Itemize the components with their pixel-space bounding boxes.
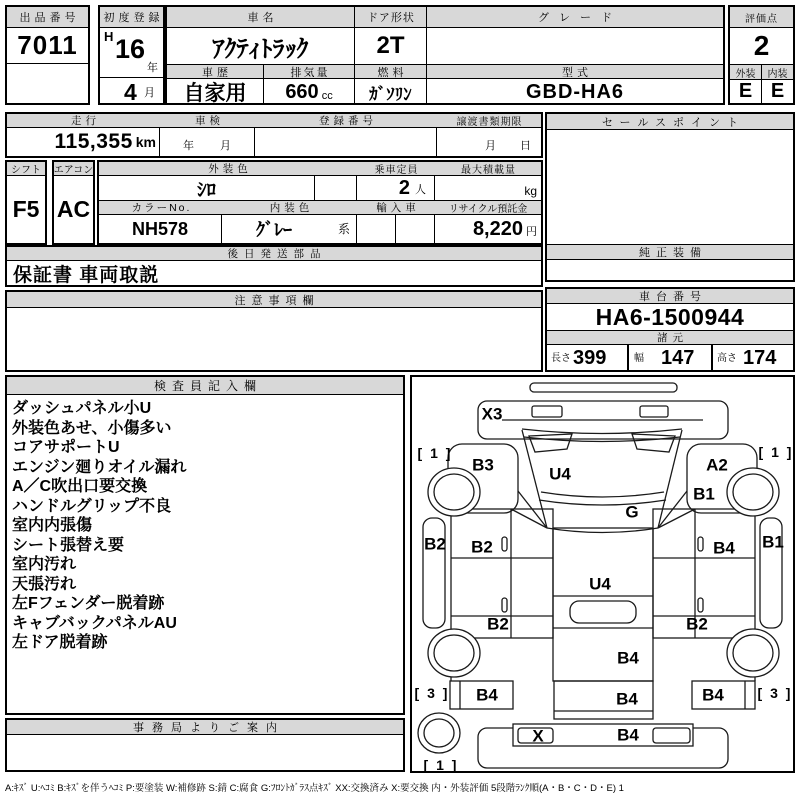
damage-code-label: B4 [616,689,638,709]
first-registration-box [98,5,165,105]
chassis-number-header: 車台番号 [547,289,793,304]
vehicle-main-box [165,5,725,105]
shaken-header: 車検 [160,114,255,128]
capacity-cell [357,176,435,201]
genuine-equipment-header: 純正装備 [547,244,793,260]
recycle-unit: 円 [526,226,537,238]
score-value: 2 [730,28,793,65]
damage-code-label: B4 [476,685,498,705]
year-unit: 年 [147,62,158,74]
exterior-header: 外装 [730,65,762,80]
exterior-score: E [730,80,762,103]
damage-code-label: A2 [706,455,728,475]
registration-number-cell [255,128,437,156]
mileage-band [5,112,543,158]
office-header: 事務局よりご案内 [7,720,403,735]
capacity-unit: 人 [415,184,426,196]
interior-color-header: 内装色 [222,201,357,215]
sales-points-body [547,130,793,244]
interior-color-cell [222,215,357,243]
inspector-note-line: シート張替え要 [12,536,125,554]
height-value: 174 [743,347,777,369]
history-header: 車歴 [167,64,264,79]
width-value: 147 [661,347,695,369]
length-cell [547,345,629,370]
recycle-cell [435,215,541,243]
inspector-note-line: 天張汚れ [12,575,77,593]
damage-code-label: B4 [702,685,724,705]
model-code-header: 型式 [427,64,723,79]
auction-number-box [5,5,90,105]
damage-code-label: B3 [472,455,494,475]
wheel-grade-label: [ 1 ] [417,445,453,461]
chassis-number-value: HA6-1500944 [547,304,793,331]
color-capacity-box [97,160,543,245]
caution-header: 注意事項欄 [7,292,541,308]
dimensions-header: 諸元 [547,331,793,345]
capacity-header: 乗車定員 [357,162,435,176]
exterior-color-header: 外装色 [99,162,357,176]
damage-code-label: B1 [693,484,715,504]
caution-box [5,290,543,372]
damage-code-label: B1 [762,532,784,552]
damage-code-label: X [532,726,544,746]
inspector-note-line: 外装色あせ、小傷多い [12,419,172,437]
displacement-unit: cc [321,90,333,102]
inspector-note-line: ダッシュパネル小U [12,400,152,417]
length-label: 長さ [551,353,571,364]
recycle-header: リサイクル預託金 [435,201,541,215]
office-body [7,735,403,770]
inspector-note-line: コアサポートU [12,439,120,456]
later-parts-box [5,245,543,287]
fuel-value: ｶﾞｿﾘﾝ [355,79,427,105]
office-box [5,718,405,772]
shift-value: F5 [12,196,40,222]
fuel-header: 燃料 [355,64,427,79]
interior-color-suffix: 系 [337,222,350,236]
height-label: 高さ [717,353,737,364]
inspector-box [5,375,405,715]
later-parts-value: 保証書 車両取説 [13,264,160,286]
door-shape-value: 2T [355,28,427,64]
aircon-box [52,160,95,245]
inspector-note-line: 左ドア脱着跡 [12,634,108,651]
grade-value [427,28,723,64]
displacement-header: 排気量 [264,64,355,79]
first-registration-year-cell [100,28,163,78]
damage-code-label: G [625,502,639,522]
registration-month: 4 [124,79,137,105]
width-label: 幅 [634,353,644,364]
registration-number-header: 登録番号 [255,114,437,128]
registration-year: 16 [115,34,146,64]
wheel-grade-label: [ 3 ] [414,685,450,701]
mileage-cell [7,128,160,156]
inspector-note-line: 左Fフェンダー脱着跡 [12,595,165,612]
mileage-header: 走行 [7,114,160,128]
height-cell [713,345,793,370]
shaken-cell [160,128,255,156]
sales-points-header: セールスポイント [547,114,793,130]
shift-box [5,160,47,245]
chassis-box [545,287,795,372]
transfer-deadline-header: 譲渡書類期限 [437,114,541,128]
shaken-month-unit: 月 [220,140,231,152]
auction-number-header: 出品番号 [7,7,88,28]
wheel-grade-label: [ 1 ] [423,757,459,773]
first-registration-month-cell [100,78,163,103]
capacity-value: 2 [398,176,410,199]
transfer-deadline-cell [437,128,541,156]
max-load-header: 最大積載量 [435,162,541,176]
mileage-unit: km [135,134,156,150]
damage-code-layer [412,377,793,771]
inspector-note-line: A／C吹出口要交換 [12,478,148,495]
legend-text: A:ｷｽﾞ U:ﾍｺﾐ B:ｷｽﾞを伴うﾍｺﾐ P:要塗装 W:補修跡 S:錆 C:腐食 G:ﾌﾛﾝﾄｶﾞﾗｽ点ｷｽﾞ XX:交換済み X:要交換 内・外装評価 5段階ﾗﾝｸ順(A・B・C・D・E) 1 [5,783,624,794]
damage-code-label: B4 [617,725,639,745]
wheel-grade-label: [ 3 ] [757,685,793,701]
car-name-header: 車名 [167,7,355,28]
wheel-grade-label: [ 1 ] [758,444,794,460]
displacement-cell [264,79,355,105]
caution-body [7,308,541,370]
inspector-note-line: 室内汚れ [12,556,77,573]
genuine-equipment-body [547,260,793,280]
shaken-year-unit: 年 [183,140,194,152]
inspector-note-line: キャブバックパネルAU [12,614,177,632]
color-no-value: NH578 [99,215,222,243]
import-header: 輸入車 [357,201,435,215]
inspector-note-line: ハンドルグリップ不良 [12,497,172,515]
damage-code-label: B2 [487,614,509,634]
shift-header: シフト [7,162,45,176]
first-registration-header: 初度登録 [100,7,163,28]
door-shape-header: ドア形状 [355,7,427,28]
damage-code-label: U4 [549,464,571,484]
mileage-value: 115,355 [54,130,133,153]
score-header: 評価点 [730,7,793,28]
transfer-month-unit: 月 [485,140,496,152]
grade-header: グレード [427,7,723,28]
interior-color-value: ｸﾞﾚｰ [256,220,292,240]
width-cell [629,345,713,370]
displacement-value: 660 [285,80,319,103]
damage-code-label: B2 [471,537,493,557]
length-value: 399 [573,347,607,369]
max-load-cell [435,176,541,201]
auction-number-empty [7,64,88,103]
import-cell-2 [396,215,435,243]
inspector-header: 検査員記入欄 [7,377,403,395]
interior-header: 内装 [762,65,793,80]
inspector-note-line: 室内内張傷 [12,517,93,534]
inspector-note-line: エンジン廻りオイル漏れ [12,458,187,476]
aircon-header: エアコン [54,162,93,176]
model-code-value: GBD-HA6 [525,80,625,103]
sales-points-box [545,112,795,282]
car-name-value: ｱｸﾃｨﾄﾗｯｸ [167,28,355,64]
damage-code-label: X3 [481,404,503,424]
recycle-value: 8,220 [472,217,523,240]
max-load-unit: kg [524,184,537,198]
damage-code-label: B2 [686,614,708,634]
history-value: 自家用 [167,79,264,105]
aircon-value: AC [56,196,91,222]
exterior-color-extra-cell [315,176,357,201]
damage-code-label: B4 [617,648,639,668]
interior-score: E [770,80,785,102]
inspector-notes-list [7,395,403,713]
score-box [728,5,795,105]
damage-code-label: B4 [713,538,735,558]
later-parts-header: 後日発送部品 [7,247,541,261]
damage-code-label: U4 [589,574,611,594]
color-no-header: カラーNo. [99,201,222,215]
transfer-day-unit: 日 [520,140,531,152]
damage-diagram [410,375,795,773]
auction-number-value: 7011 [7,28,88,64]
exterior-color-value: ｼﾛ [99,176,315,201]
import-cell-1 [357,215,396,243]
month-unit: 月 [144,87,155,99]
damage-code-label: B2 [424,534,446,554]
era-mark: H [104,29,114,44]
